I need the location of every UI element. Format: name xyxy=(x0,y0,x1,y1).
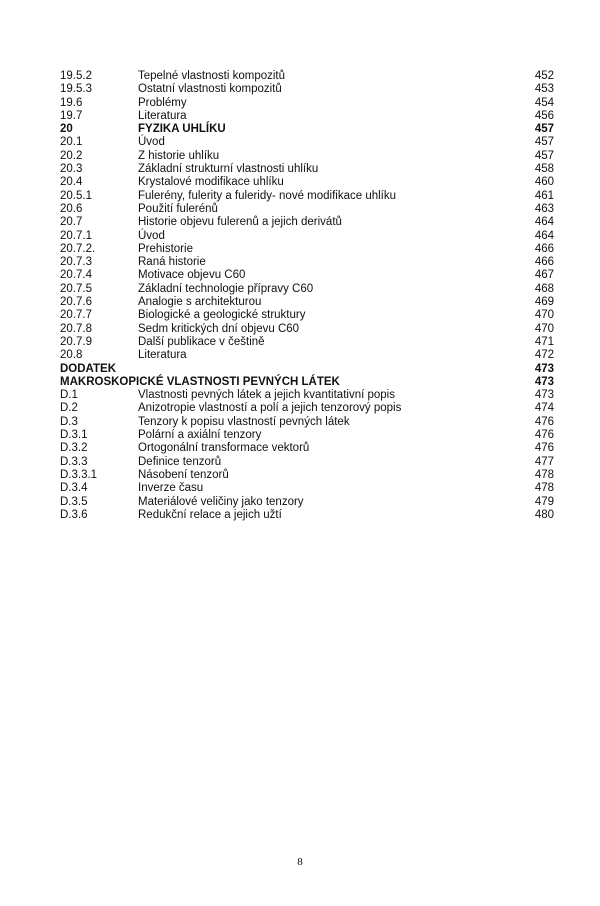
toc-entry-title: Motivace objevu C60 xyxy=(138,269,246,282)
toc-entry-title: Historie objevu fulerenů a jejich derivátů xyxy=(138,216,342,229)
toc-entry xyxy=(60,256,554,269)
toc-entry-number: D.3.2 xyxy=(60,442,88,455)
toc-entry-number: 20.7.1 xyxy=(60,229,92,242)
toc-entry-page: 469 xyxy=(534,296,554,309)
toc-entry-page: 476 xyxy=(534,442,554,455)
toc-entry-page: 473 xyxy=(534,375,554,388)
toc-entry-page: 457 xyxy=(534,123,554,136)
toc-entry-number: 20 xyxy=(60,123,73,136)
toc-entry-title: Tenzory k popisu vlastností pevných látek xyxy=(138,415,350,428)
toc-entry xyxy=(60,482,554,495)
toc-entry xyxy=(60,296,554,309)
toc-entry xyxy=(60,283,554,296)
toc-entry-number: 20.4 xyxy=(60,176,83,189)
toc-entry-page: 464 xyxy=(534,216,554,229)
toc-entry xyxy=(60,243,554,256)
toc-entry-title: Z historie uhlíku xyxy=(138,149,220,162)
toc-entry xyxy=(60,269,554,282)
toc-entry-title: Redukční relace a jejich užtí xyxy=(138,508,282,521)
toc-entry-number: D.3.3 xyxy=(60,455,88,468)
toc-entry-page: 471 xyxy=(534,335,554,348)
toc-entry-title: Ostatní vlastnosti kompozitů xyxy=(138,83,282,96)
toc-entry xyxy=(60,496,554,509)
toc-entry-title: Literatura xyxy=(138,349,187,362)
toc-entry-page: 470 xyxy=(534,309,554,322)
toc-entry-title: Vlastnosti pevných látek a jejich kvantitativní popis xyxy=(138,389,395,402)
toc-entry-page: 477 xyxy=(534,455,554,468)
toc-entry-number: 19.5.2 xyxy=(60,70,92,82)
toc-entry-title: Tepelné vlastnosti kompozitů xyxy=(138,70,286,82)
toc-entry xyxy=(60,416,554,429)
toc-entry xyxy=(60,442,554,455)
toc-entry-page: 473 xyxy=(534,362,554,375)
toc-entry xyxy=(60,376,554,389)
toc-entry xyxy=(60,110,554,123)
toc-entry-number: D.3.4 xyxy=(60,482,88,495)
toc-entry-title: Další publikace v češtině xyxy=(138,335,265,348)
toc-entry-page: 466 xyxy=(534,242,554,255)
toc-entry-number: D.3.3.1 xyxy=(60,468,98,481)
toc-entry-page: 456 xyxy=(534,109,554,122)
toc-entry-title: Úvod xyxy=(138,136,165,149)
toc-entry-number: D.3.5 xyxy=(60,495,88,508)
toc-entry xyxy=(60,402,554,415)
toc-entry-page: 463 xyxy=(534,202,554,215)
toc-entry xyxy=(60,469,554,482)
toc-entry-page: 480 xyxy=(534,508,554,521)
toc-entry-page: 476 xyxy=(534,429,554,442)
toc-entry xyxy=(60,230,554,243)
toc-entry-number: 20.7.5 xyxy=(60,282,92,295)
toc-entry-number: 20.7.4 xyxy=(60,269,92,282)
toc-entry xyxy=(60,363,554,376)
toc-entry-title: Násobení tenzorů xyxy=(138,468,229,481)
toc-entry-number: D.3.6 xyxy=(60,508,88,521)
toc-entry-page: 472 xyxy=(534,349,554,362)
toc-entry-title: Problémy xyxy=(138,96,187,109)
page-number: 8 xyxy=(297,856,303,868)
toc-entry-number: 20.7.9 xyxy=(60,335,92,348)
toc-entry-number: 20.6 xyxy=(60,202,83,215)
toc-entry-page: 457 xyxy=(534,136,554,149)
toc-entry xyxy=(60,323,554,336)
toc-entry xyxy=(60,83,554,96)
toc-entry-number: 20.5.1 xyxy=(60,189,92,202)
toc-entry xyxy=(60,176,554,189)
toc-entry-page: 474 xyxy=(534,402,554,415)
toc-entry-title: Biologické a geologické struktury xyxy=(138,309,306,322)
toc-entry-page: 454 xyxy=(534,96,554,109)
toc-entry-page: 479 xyxy=(534,495,554,508)
toc-entry-title: Úvod xyxy=(138,229,165,242)
toc-entry-page: 458 xyxy=(534,163,554,176)
toc-entry-number: 20.7.6 xyxy=(60,296,92,309)
toc-entry-page: 478 xyxy=(534,468,554,481)
toc-entry-page: 452 xyxy=(534,70,554,82)
toc-entry-title: Prehistorie xyxy=(138,242,193,255)
toc-entry xyxy=(60,123,554,136)
toc-entry-number: DODATEK xyxy=(60,362,117,375)
toc-entry-page: 461 xyxy=(534,189,554,202)
toc-entry xyxy=(60,309,554,322)
toc-entry-title: Použití fulerénů xyxy=(138,202,218,215)
toc-entry-page: 476 xyxy=(534,415,554,428)
toc-entry-title: Základní technologie přípravy C60 xyxy=(138,282,314,295)
toc-entry xyxy=(60,136,554,149)
toc-entry xyxy=(60,336,554,349)
toc-entry-title: Definice tenzorů xyxy=(138,455,222,468)
toc-entry-title: Základní strukturní vlastnosti uhlíku xyxy=(138,163,319,176)
toc-entry-page: 478 xyxy=(534,482,554,495)
toc-entry-number: 20.7.8 xyxy=(60,322,92,335)
toc-entry-number: 20.3 xyxy=(60,163,83,176)
toc-entry-number: D.1 xyxy=(60,389,78,402)
toc-entry-number: 19.6 xyxy=(60,96,83,109)
table-of-contents xyxy=(60,70,554,522)
toc-entry-title: Sedm kritických dní objevu C60 xyxy=(138,322,300,335)
toc-entry-number: 19.7 xyxy=(60,109,83,122)
toc-entry-number: 20.7.2. xyxy=(60,242,96,255)
toc-entry-title: FYZIKA UHLÍKU xyxy=(138,123,226,136)
toc-entry-number: MAKROSKOPICKÉ VLASTNOSTI PEVNÝCH LÁTEK xyxy=(60,375,340,388)
toc-entry xyxy=(60,150,554,163)
toc-entry-page: 453 xyxy=(534,83,554,96)
toc-entry xyxy=(60,456,554,469)
toc-entry-title: Ortogonální transformace vektorů xyxy=(138,442,310,455)
toc-entry-number: D.2 xyxy=(60,402,78,415)
toc-entry-number: 20.8 xyxy=(60,349,83,362)
toc-entry-title: Raná historie xyxy=(138,256,206,269)
toc-entry-number: D.3 xyxy=(60,415,78,428)
toc-entry-title: Fulerény, fulerity a fuleridy- nové modifikace uhlíku xyxy=(138,189,397,202)
toc-entry-page: 466 xyxy=(534,256,554,269)
toc-entry-page: 467 xyxy=(534,269,554,282)
toc-entry-title: Krystalové modifikace uhlíku xyxy=(138,176,284,189)
toc-entry-title: Analogie s architekturou xyxy=(138,296,262,309)
toc-entry-page: 460 xyxy=(534,176,554,189)
toc-entry xyxy=(60,70,554,83)
toc-entry xyxy=(60,349,554,362)
toc-entry xyxy=(60,216,554,229)
toc-entry-page: 457 xyxy=(534,149,554,162)
toc-entry-page: 470 xyxy=(534,322,554,335)
toc-entry-title: Inverze času xyxy=(138,482,204,495)
toc-entry-title: Materiálové veličiny jako tenzory xyxy=(138,495,304,508)
toc-entry xyxy=(60,203,554,216)
toc-entry xyxy=(60,389,554,402)
toc-entry-page: 473 xyxy=(534,389,554,402)
toc-entry-page: 464 xyxy=(534,229,554,242)
toc-entry xyxy=(60,429,554,442)
toc-entry xyxy=(60,163,554,176)
toc-entry-page: 468 xyxy=(534,282,554,295)
toc-entry-title: Literatura xyxy=(138,109,187,122)
toc-entry-number: 20.2 xyxy=(60,149,83,162)
toc-entry-number: 20.1 xyxy=(60,136,83,149)
toc-entry xyxy=(60,97,554,110)
toc-entry-number: 20.7 xyxy=(60,216,83,229)
toc-entry xyxy=(60,190,554,203)
toc-entry-number: 19.5.3 xyxy=(60,83,92,96)
toc-entry-number: D.3.1 xyxy=(60,429,88,442)
toc-entry-number: 20.7.3 xyxy=(60,256,92,269)
toc-entry-number: 20.7.7 xyxy=(60,309,92,322)
toc-entry xyxy=(60,509,554,522)
toc-entry-title: Anizotropie vlastností a polí a jejich tenzorový popis xyxy=(138,402,402,415)
toc-entry-title: Polární a axiální tenzory xyxy=(138,429,262,442)
